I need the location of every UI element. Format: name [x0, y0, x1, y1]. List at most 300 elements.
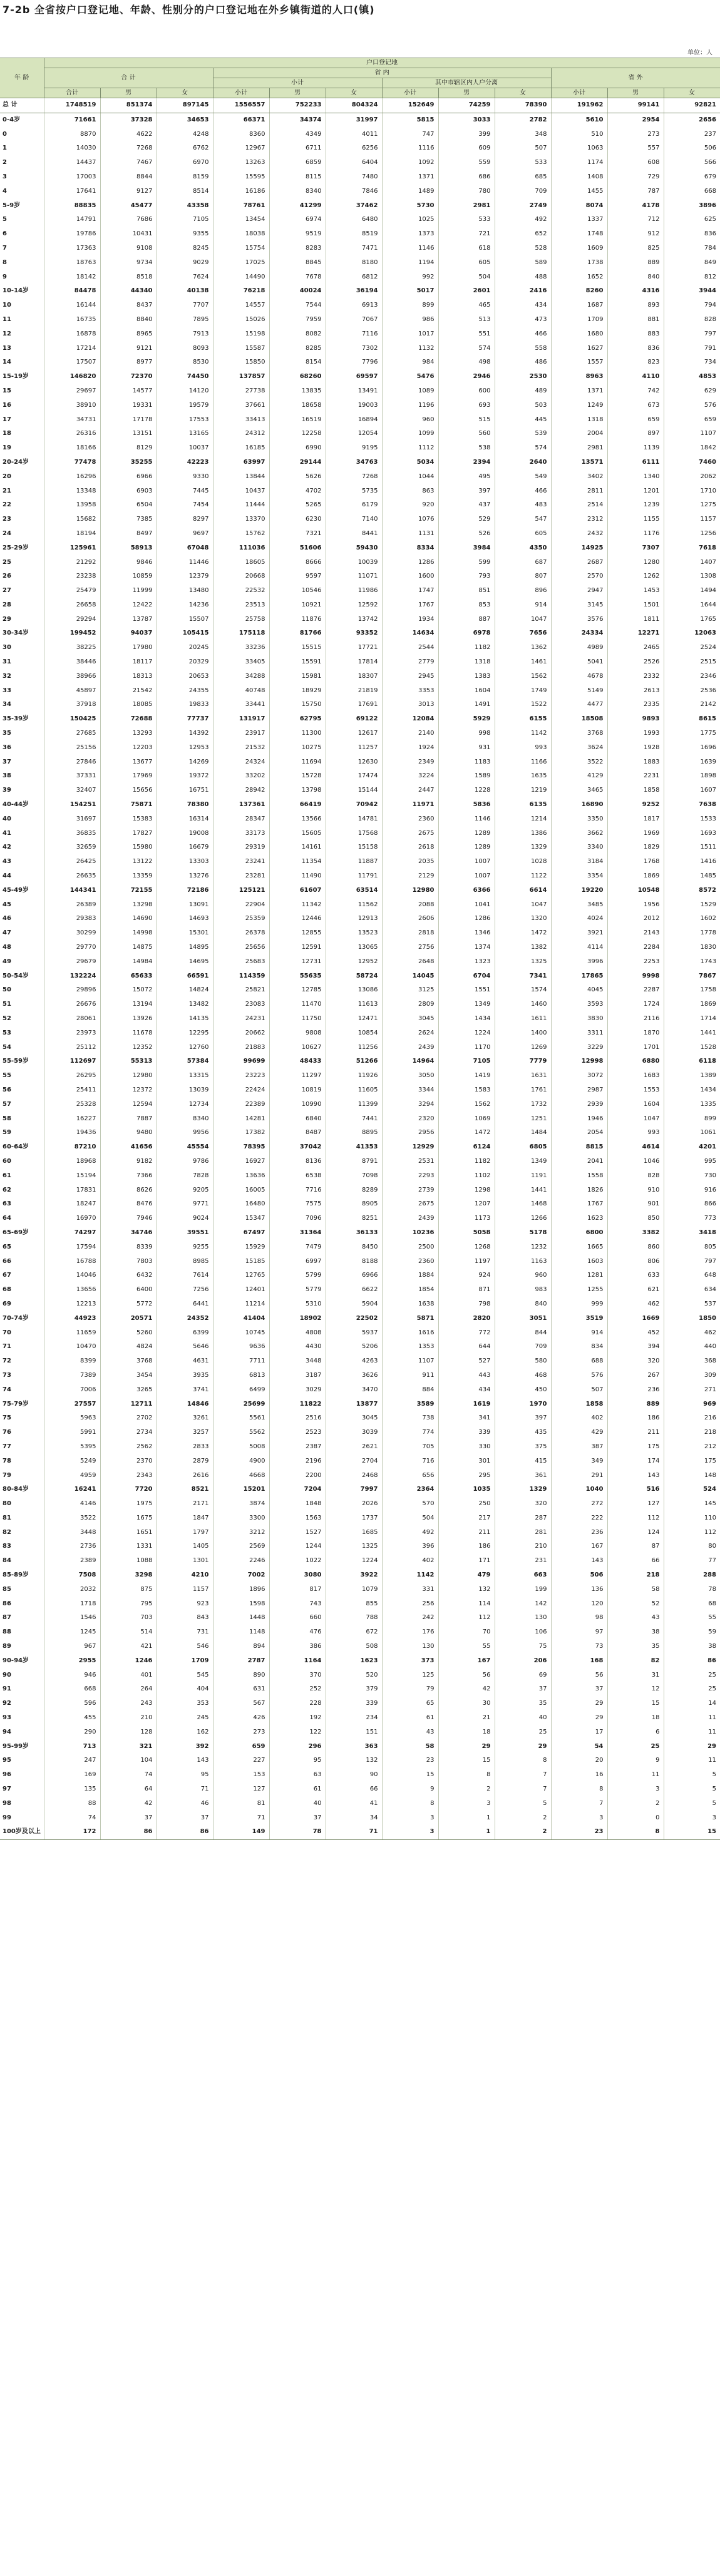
- table-cell: 2544: [382, 641, 438, 655]
- table-cell: 1484: [495, 1126, 551, 1140]
- table-cell: 743: [269, 1597, 326, 1612]
- table-cell: 1797: [157, 1526, 213, 1540]
- table-cell: 580: [495, 1354, 551, 1369]
- table-cell: 66371: [213, 113, 269, 127]
- table-cell: 812: [664, 270, 720, 285]
- table-cell: 1675: [100, 1511, 157, 1526]
- table-row: [0, 456, 720, 470]
- table-cell: 899: [664, 1112, 720, 1127]
- table-row: [0, 1825, 720, 1839]
- table-cell: 8399: [44, 1354, 100, 1369]
- table-cell: 2246: [213, 1554, 269, 1568]
- table-cell: 14045: [382, 969, 438, 984]
- table-cell: 6432: [100, 1269, 157, 1283]
- table-cell: 1603: [551, 1255, 607, 1269]
- table-cell: 17691: [326, 698, 382, 712]
- table-cell: 19008: [157, 827, 213, 841]
- table-row: [0, 1469, 720, 1483]
- table-cell: 25758: [213, 613, 269, 627]
- table-cell: 3039: [326, 1426, 382, 1440]
- row-label: 9: [3, 273, 7, 280]
- table-cell: 13636: [213, 1169, 269, 1183]
- table-cell: 7307: [607, 541, 664, 556]
- table-cell: 29697: [44, 384, 100, 399]
- table-cell: 8521: [157, 1483, 213, 1497]
- table-row: [0, 1326, 720, 1341]
- table-cell: 17003: [44, 170, 100, 185]
- table-cell: 186: [438, 1540, 495, 1554]
- table-cell: 19372: [157, 769, 213, 784]
- table-row: [0, 727, 720, 741]
- table-cell: 1455: [551, 185, 607, 199]
- table-cell: 37: [495, 1682, 551, 1697]
- row-label: 55-59岁: [3, 1058, 29, 1065]
- table-cell: 162: [157, 1725, 213, 1740]
- table-cell: 25821: [213, 983, 269, 998]
- table-cell: 8844: [100, 170, 157, 185]
- table-cell: 8497: [100, 527, 157, 541]
- table-cell: 429: [551, 1426, 607, 1440]
- table-cell: 1527: [269, 1526, 326, 1540]
- table-cell: 7656: [495, 626, 551, 641]
- table-cell: 10548: [607, 884, 664, 898]
- table-cell: 1346: [438, 926, 495, 941]
- table-cell: 11659: [44, 1326, 100, 1341]
- table-cell: 3: [438, 1797, 495, 1811]
- table-cell: 2516: [269, 1411, 326, 1426]
- table-cell: 1680: [551, 327, 607, 342]
- table-cell: 13566: [269, 812, 326, 827]
- table-cell: 703: [100, 1611, 157, 1625]
- table-cell: 510: [551, 128, 607, 142]
- table-cell: 705: [382, 1440, 438, 1454]
- table-cell: 11678: [100, 1026, 157, 1041]
- table-cell: 1928: [607, 741, 664, 755]
- table-cell: 12471: [326, 1012, 382, 1026]
- table-cell: 210: [100, 1711, 157, 1725]
- table-cell: 11: [664, 1754, 720, 1768]
- table-cell: 2779: [382, 655, 438, 670]
- table-cell: 125: [382, 1669, 438, 1683]
- table-cell: 14161: [269, 841, 326, 855]
- table-cell: 559: [438, 156, 495, 170]
- table-row: [0, 1398, 720, 1412]
- table-cell: 20653: [157, 670, 213, 684]
- table-cell: 15605: [269, 827, 326, 841]
- table-cell: 7116: [326, 327, 382, 342]
- table-cell: 486: [495, 355, 551, 370]
- table-cell: 8626: [100, 1183, 157, 1198]
- row-label: 68: [3, 1286, 11, 1294]
- table-cell: 80: [664, 1540, 720, 1554]
- table-cell: 56: [551, 1669, 607, 1683]
- table-cell: 6840: [269, 1112, 326, 1127]
- table-cell: 1826: [551, 1183, 607, 1198]
- table-cell: 421: [100, 1640, 157, 1654]
- table-row: [0, 1782, 720, 1797]
- table-cell: 899: [382, 299, 438, 313]
- table-cell: 1611: [495, 1012, 551, 1026]
- table-cell: 967: [44, 1640, 100, 1654]
- table-cell: 730: [664, 1169, 720, 1183]
- table-cell: 74297: [44, 1226, 100, 1240]
- table-cell: 14269: [157, 755, 213, 770]
- table-cell: 558: [495, 342, 551, 356]
- table-cell: 434: [495, 299, 551, 313]
- table-cell: 132: [438, 1583, 495, 1597]
- table-cell: 804324: [326, 98, 382, 113]
- table-cell: 62795: [269, 712, 326, 727]
- table-cell: 71: [157, 1782, 213, 1797]
- table-cell: 656: [382, 1469, 438, 1483]
- table-cell: 20: [551, 1754, 607, 1768]
- table-cell: 112697: [44, 1055, 100, 1069]
- table-cell: 78: [269, 1825, 326, 1839]
- table-row: [0, 1754, 720, 1768]
- table-cell: 6538: [269, 1169, 326, 1183]
- table-cell: 5730: [382, 199, 438, 213]
- table-cell: 22502: [326, 1312, 382, 1326]
- row-label: 70-74岁: [3, 1314, 29, 1322]
- table-cell: 3935: [157, 1369, 213, 1383]
- table-cell: 709: [495, 1340, 551, 1354]
- table-cell: 445: [495, 413, 551, 427]
- table-cell: 2879: [157, 1454, 213, 1469]
- table-cell: 373: [382, 1654, 438, 1669]
- table-cell: 12998: [551, 1055, 607, 1069]
- table-cell: 175118: [213, 626, 269, 641]
- table-row: [0, 1197, 720, 1212]
- table-cell: 688: [551, 1354, 607, 1369]
- table-cell: 9808: [269, 1026, 326, 1041]
- table-cell: 1884: [382, 1269, 438, 1283]
- table-cell: 127: [213, 1782, 269, 1797]
- table-cell: 1718: [44, 1597, 100, 1612]
- row-label: 63: [3, 1200, 11, 1208]
- table-cell: 567: [213, 1697, 269, 1711]
- table-cell: 14693: [157, 912, 213, 926]
- table-cell: 709: [495, 185, 551, 199]
- table-cell: 455: [44, 1711, 100, 1725]
- table-cell: 66591: [157, 969, 213, 984]
- table-cell: 44923: [44, 1312, 100, 1326]
- table-cell: 1383: [438, 670, 495, 684]
- table-cell: 13844: [213, 470, 269, 484]
- table-cell: 264: [100, 1682, 157, 1697]
- table-cell: 236: [551, 1526, 607, 1540]
- table-cell: 3921: [551, 926, 607, 941]
- table-cell: 823: [607, 355, 664, 370]
- table-cell: 8136: [269, 1155, 326, 1169]
- table-cell: 1201: [607, 484, 664, 499]
- table-cell: 1898: [664, 769, 720, 784]
- table-cell: 3: [664, 1811, 720, 1826]
- row-label: 39: [3, 787, 11, 794]
- table-cell: 834: [551, 1340, 607, 1354]
- table-cell: 29: [551, 1697, 607, 1711]
- table-cell: 1472: [495, 926, 551, 941]
- table-cell: 2346: [664, 670, 720, 684]
- table-cell: 6404: [326, 156, 382, 170]
- table-cell: 105415: [157, 626, 213, 641]
- table-cell: 999: [551, 1297, 607, 1312]
- table-cell: 95: [157, 1768, 213, 1782]
- table-cell: 2536: [664, 684, 720, 698]
- table-cell: 12: [607, 1682, 664, 1697]
- table-cell: 295: [438, 1469, 495, 1483]
- table-cell: 34746: [100, 1226, 157, 1240]
- table-cell: 24355: [157, 684, 213, 698]
- table-cell: 6499: [213, 1383, 269, 1398]
- table-row: [0, 1212, 720, 1226]
- table-cell: 243: [100, 1697, 157, 1711]
- row-label: 30: [3, 644, 11, 652]
- table-cell: 566: [664, 156, 720, 170]
- table-cell: 1758: [664, 983, 720, 998]
- table-cell: 25328: [44, 1098, 100, 1112]
- table-cell: 26378: [213, 926, 269, 941]
- table-cell: 1768: [607, 855, 664, 869]
- table-cell: 3984: [438, 541, 495, 556]
- table-cell: 17980: [100, 641, 157, 655]
- unit-label: 单位：人: [687, 49, 712, 56]
- table-cell: 506: [551, 1568, 607, 1583]
- table-cell: 7385: [100, 513, 157, 527]
- table-cell: 2987: [551, 1083, 607, 1098]
- row-label: 43: [3, 858, 11, 866]
- table-cell: 1197: [438, 1255, 495, 1269]
- table-cell: 1574: [495, 983, 551, 998]
- table-cell: 644: [438, 1340, 495, 1354]
- table-cell: 38966: [44, 670, 100, 684]
- row-label: 20-24岁: [3, 458, 29, 466]
- table-cell: 1286: [438, 912, 495, 926]
- table-cell: 24334: [551, 626, 607, 641]
- table-cell: 1748: [551, 227, 607, 242]
- table-row: [0, 128, 720, 142]
- table-cell: 16480: [213, 1197, 269, 1212]
- table-cell: 6812: [326, 270, 382, 285]
- row-label: 48: [3, 944, 11, 951]
- table-cell: 17827: [100, 827, 157, 841]
- table-cell: 969: [664, 1398, 720, 1412]
- table-cell: 1107: [664, 427, 720, 441]
- table-cell: 1732: [495, 1098, 551, 1112]
- table-cell: 34374: [269, 113, 326, 127]
- table-cell: 986: [382, 313, 438, 327]
- table-cell: 663: [495, 1568, 551, 1583]
- table-cell: 3298: [100, 1568, 157, 1583]
- row-label: 70: [3, 1329, 11, 1336]
- row-label: 15: [3, 387, 11, 394]
- table-cell: 15980: [100, 841, 157, 855]
- table-cell: 7471: [326, 242, 382, 256]
- table-cell: 4808: [269, 1326, 326, 1341]
- table-cell: 106: [495, 1625, 551, 1640]
- row-label: 69: [3, 1300, 11, 1307]
- table-cell: 3382: [607, 1226, 664, 1240]
- table-cell: 51266: [326, 1055, 382, 1069]
- table-cell: 1280: [607, 556, 664, 570]
- table-row: [0, 1240, 720, 1255]
- table-cell: 2811: [551, 484, 607, 499]
- table-cell: 97: [551, 1625, 607, 1640]
- table-cell: 570: [382, 1497, 438, 1511]
- table-cell: 7846: [326, 185, 382, 199]
- table-cell: 72186: [157, 884, 213, 898]
- table-cell: 1318: [551, 413, 607, 427]
- table-cell: 772: [438, 1326, 495, 1341]
- table-cell: 17865: [551, 969, 607, 984]
- table-cell: 883: [607, 327, 664, 342]
- table-cell: 8441: [326, 527, 382, 541]
- row-label: 94: [3, 1728, 11, 1735]
- table-cell: 99699: [213, 1055, 269, 1069]
- table-cell: 12084: [382, 712, 438, 727]
- row-label: 90-94岁: [3, 1657, 29, 1664]
- table-cell: 16788: [44, 1255, 100, 1269]
- table-cell: 2820: [438, 1312, 495, 1326]
- table-cell: 15515: [269, 641, 326, 655]
- table-cell: 6622: [326, 1283, 382, 1297]
- table-cell: 3145: [551, 598, 607, 613]
- table-cell: 1371: [382, 170, 438, 185]
- table-cell: 605: [438, 256, 495, 270]
- table-cell: 17507: [44, 355, 100, 370]
- table-cell: 1993: [607, 727, 664, 741]
- table-cell: 4989: [551, 641, 607, 655]
- table-cell: 2129: [382, 869, 438, 884]
- table-row: [0, 926, 720, 941]
- table-cell: 10039: [326, 556, 382, 570]
- table-cell: 1: [438, 1811, 495, 1826]
- table-cell: 61: [382, 1711, 438, 1725]
- table-cell: 16894: [326, 413, 382, 427]
- table-cell: 54: [551, 1740, 607, 1754]
- table-cell: 25656: [213, 941, 269, 955]
- table-cell: 74450: [157, 370, 213, 384]
- table-cell: 22389: [213, 1098, 269, 1112]
- table-cell: 716: [382, 1454, 438, 1469]
- table-row: [0, 484, 720, 499]
- table-cell: 4349: [269, 128, 326, 142]
- table-cell: 6118: [664, 1055, 720, 1069]
- table-cell: 8870: [44, 128, 100, 142]
- table-cell: 31997: [326, 113, 382, 127]
- table-row: [0, 969, 720, 984]
- table-cell: 992: [382, 270, 438, 285]
- table-cell: 227: [213, 1754, 269, 1768]
- table-cell: 7707: [157, 299, 213, 313]
- table-cell: 13798: [269, 784, 326, 798]
- table-cell: 960: [495, 1269, 551, 1283]
- table-cell: 11887: [326, 855, 382, 869]
- table-cell: 3522: [551, 755, 607, 770]
- table-cell: 3589: [382, 1398, 438, 1412]
- table-cell: 7678: [269, 270, 326, 285]
- table-cell: 2613: [607, 684, 664, 698]
- table-cell: 29144: [269, 456, 326, 470]
- table-cell: 16227: [44, 1112, 100, 1127]
- table-cell: 1382: [495, 941, 551, 955]
- table-cell: 3454: [100, 1369, 157, 1383]
- table-cell: 38446: [44, 655, 100, 670]
- table-cell: 3485: [551, 898, 607, 912]
- table-cell: 242: [382, 1611, 438, 1625]
- table-cell: 19786: [44, 227, 100, 242]
- table-cell: 549: [495, 470, 551, 484]
- total-sum-header: 合计: [44, 88, 100, 98]
- table-cell: 4178: [607, 199, 664, 213]
- table-cell: 16296: [44, 470, 100, 484]
- table-cell: 8437: [100, 299, 157, 313]
- row-label: 34: [3, 701, 11, 708]
- table-cell: 2562: [100, 1440, 157, 1454]
- table-row: [0, 570, 720, 584]
- total-female-header: 女: [157, 88, 213, 98]
- table-cell: 1934: [382, 613, 438, 627]
- table-cell: 912: [607, 227, 664, 242]
- in-city-separation-header: 其中市辖区内人户分离: [382, 78, 551, 88]
- table-cell: 11444: [213, 498, 269, 513]
- table-cell: 171: [438, 1554, 495, 1568]
- table-cell: 1219: [495, 784, 551, 798]
- in-city-male-header: 男: [438, 88, 495, 98]
- table-cell: 15: [438, 1754, 495, 1768]
- row-label: 35: [3, 730, 11, 737]
- table-cell: 1639: [664, 755, 720, 770]
- table-cell: 8615: [664, 712, 720, 727]
- table-cell: 8188: [326, 1255, 382, 1269]
- table-cell: 7716: [269, 1183, 326, 1198]
- table-cell: 1419: [438, 1069, 495, 1083]
- table-cell: 23241: [213, 855, 269, 869]
- table-cell: 7624: [157, 270, 213, 285]
- table-cell: 211: [607, 1426, 664, 1440]
- table-cell: 13835: [269, 384, 326, 399]
- table-cell: 2531: [382, 1155, 438, 1169]
- table-cell: 81766: [269, 626, 326, 641]
- table-cell: 9597: [269, 570, 326, 584]
- table-cell: 12617: [326, 727, 382, 741]
- table-cell: 18902: [269, 1312, 326, 1326]
- table-cell: 1214: [495, 812, 551, 827]
- table-cell: 124: [607, 1526, 664, 1540]
- table-cell: 231: [495, 1554, 551, 1568]
- table-cell: 370: [269, 1669, 326, 1683]
- row-label: 91: [3, 1685, 11, 1693]
- table-cell: 807: [495, 570, 551, 584]
- table-cell: 11: [607, 1768, 664, 1782]
- table-cell: 13877: [326, 1398, 382, 1412]
- table-cell: 7256: [157, 1283, 213, 1297]
- table-cell: 18166: [44, 441, 100, 456]
- table-cell: 348: [495, 128, 551, 142]
- table-cell: 3768: [100, 1354, 157, 1369]
- row-label: 36: [3, 744, 11, 751]
- table-cell: 3448: [44, 1526, 100, 1540]
- table-row: [0, 1297, 720, 1312]
- table-cell: 721: [438, 227, 495, 242]
- table-cell: 95: [269, 1754, 326, 1768]
- table-cell: 17: [551, 1725, 607, 1740]
- table-cell: 1553: [607, 1083, 664, 1098]
- table-cell: 1830: [664, 941, 720, 955]
- table-cell: 1170: [438, 1041, 495, 1055]
- table-cell: 20329: [157, 655, 213, 670]
- table-cell: 37: [157, 1811, 213, 1826]
- table-cell: 844: [495, 1326, 551, 1341]
